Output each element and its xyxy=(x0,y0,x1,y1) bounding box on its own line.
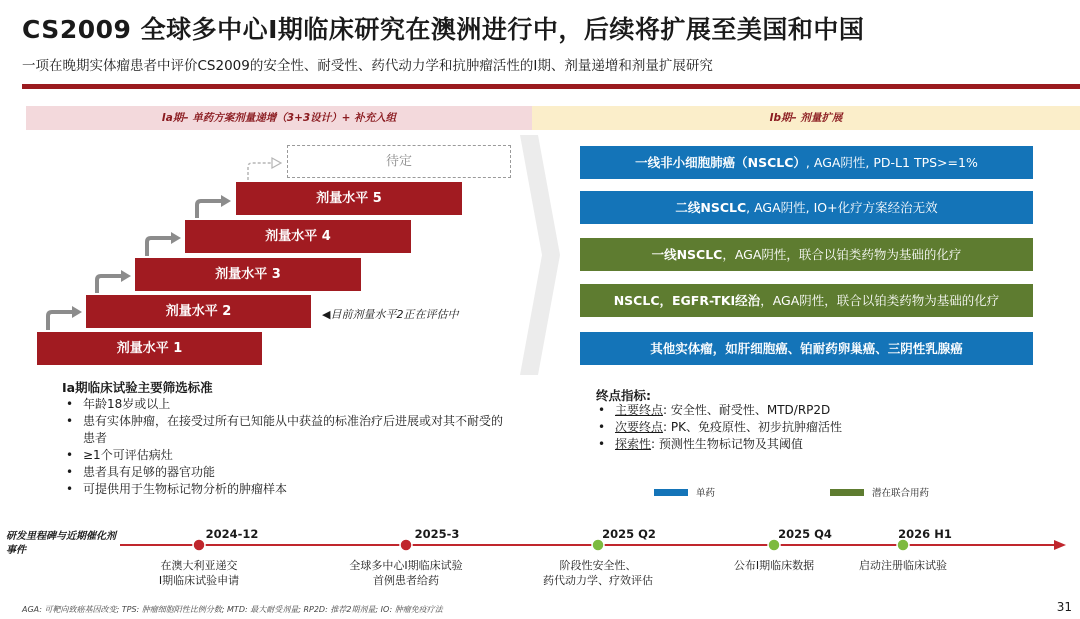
criteria-item: • ≥1个可评估病灶 xyxy=(66,447,506,464)
escalation-arrow-4 xyxy=(197,201,221,218)
milestone-date-4: 2025 Q4 xyxy=(778,527,832,541)
arrowhead-3 xyxy=(171,232,181,244)
milestone-dot-1 xyxy=(193,539,205,551)
criteria-item: • 年龄18岁或以上 xyxy=(66,396,506,413)
pending-arrow xyxy=(248,163,272,180)
endpoints-title: 终点指标: xyxy=(596,388,651,403)
arrowhead-2 xyxy=(121,270,131,282)
milestone-desc-4: 公布I期临床数据 xyxy=(733,559,815,572)
page-subtitle: 一项在晚期实体瘤患者中评价CS2009的安全性、耐受性、药代动力学和抗肿瘤活性的I期、剂量递增和剂量扩展研究 xyxy=(22,58,713,74)
arrowhead-4 xyxy=(221,195,231,207)
milestone-desc-5: 启动注册临床试验 xyxy=(859,559,947,572)
escalation-arrow-2 xyxy=(97,276,121,293)
page-title: CS2009 全球多中心I期临床研究在澳洲进行中，后续将扩展至美国和中国 xyxy=(22,15,865,44)
criteria-list xyxy=(66,396,506,498)
milestone-desc-2: 全球多中心I期临床试验 首例患者给药 xyxy=(349,559,463,587)
abbreviation-footnote: AGA: 可靶向致癌基因改变; TPS: 肿瘤细胞阳性比例分数; MTD: 最大耐受剂量; RP2D: 推荐2期剂量; IO: 肿瘤免疫疗法 xyxy=(22,605,443,614)
endpoint-item: • 探索性: 预测性生物标记物及其阈值 xyxy=(598,436,1038,453)
cohort-4: NSCLC，EGFR-TKI经治，AGA阴性，联合以铂类药物为基础的化疗 xyxy=(580,284,1033,317)
legend-label-combo: 潜在联合用药 xyxy=(872,488,930,499)
timeline-label: 研发里程碑与近期催化剂事件 xyxy=(6,531,116,556)
milestone-date-1: 2024-12 xyxy=(205,527,259,541)
milestone-desc-1: 在澳大利亚递交 I期临床试验申请 xyxy=(158,559,240,587)
endpoint-item: • 主要终点: 安全性、耐受性、MTD/RP2D xyxy=(598,402,1038,419)
dose-level-4: 剂量水平 4 xyxy=(185,220,411,253)
arrowhead-1 xyxy=(72,306,82,318)
criteria-item: • 患者具有足够的器官功能 xyxy=(66,464,506,481)
pending-arrowhead xyxy=(272,158,281,168)
milestone-date-5: 2026 H1 xyxy=(898,527,952,541)
phase-transition-chevron xyxy=(520,135,562,375)
current-dose-note: ◀目前剂量水平2正在评估中 xyxy=(322,308,459,321)
phase-ia-band: Ia期– 单药方案剂量递增（3+3设计）+ 补充入组 xyxy=(26,106,532,130)
cohort-2: 二线NSCLC, AGA阴性, IO+化疗方案经治无效 xyxy=(580,191,1033,224)
phase-ib-band: Ib期– 剂量扩展 xyxy=(532,106,1080,130)
dose-level-3: 剂量水平 3 xyxy=(135,258,361,291)
title-divider xyxy=(22,84,1080,89)
cohort-5: 其他实体瘤，如肝细胞癌、铂耐药卵巢癌、三阴性乳腺癌 xyxy=(580,332,1033,365)
milestone-date-3: 2025 Q2 xyxy=(602,527,656,541)
endpoint-item: • 次要终点: PK、免疫原性、初步抗肿瘤活性 xyxy=(598,419,1038,436)
cohort-1: 一线非小细胞肺癌（NSCLC）, AGA阴性, PD-L1 TPS>=1% xyxy=(580,146,1033,179)
escalation-arrow-1 xyxy=(48,312,72,330)
escalation-arrow-3 xyxy=(147,238,171,256)
dose-level-1: 剂量水平 1 xyxy=(37,332,262,365)
legend-swatch-mono xyxy=(654,489,688,496)
milestone-desc-3: 阶段性安全性、 药代动力学、疗效评估 xyxy=(543,559,653,587)
page-number: 31 xyxy=(1056,600,1072,614)
criteria-title: Ia期临床试验主要筛选标准 xyxy=(62,380,213,395)
milestone-date-2: 2025-3 xyxy=(414,527,460,541)
milestone-dot-2 xyxy=(400,539,412,551)
endpoints-list xyxy=(598,402,1038,453)
dose-level-5: 剂量水平 5 xyxy=(236,182,462,215)
legend-label-mono: 单药 xyxy=(696,488,716,499)
criteria-item: • 可提供用于生物标记物分析的肿瘤样本 xyxy=(66,481,506,498)
pending-dose-box: 待定 xyxy=(287,145,511,178)
legend-swatch-combo xyxy=(830,489,864,496)
criteria-item: • 患有实体肿瘤，在接受过所有已知能从中获益的标准治疗后进展或对其不耐受的患者 xyxy=(66,413,506,447)
cohort-3: 一线NSCLC，AGA阴性，联合以铂类药物为基础的化疗 xyxy=(580,238,1033,271)
timeline-arrowhead xyxy=(1054,540,1066,550)
dose-level-2: 剂量水平 2 xyxy=(86,295,311,328)
